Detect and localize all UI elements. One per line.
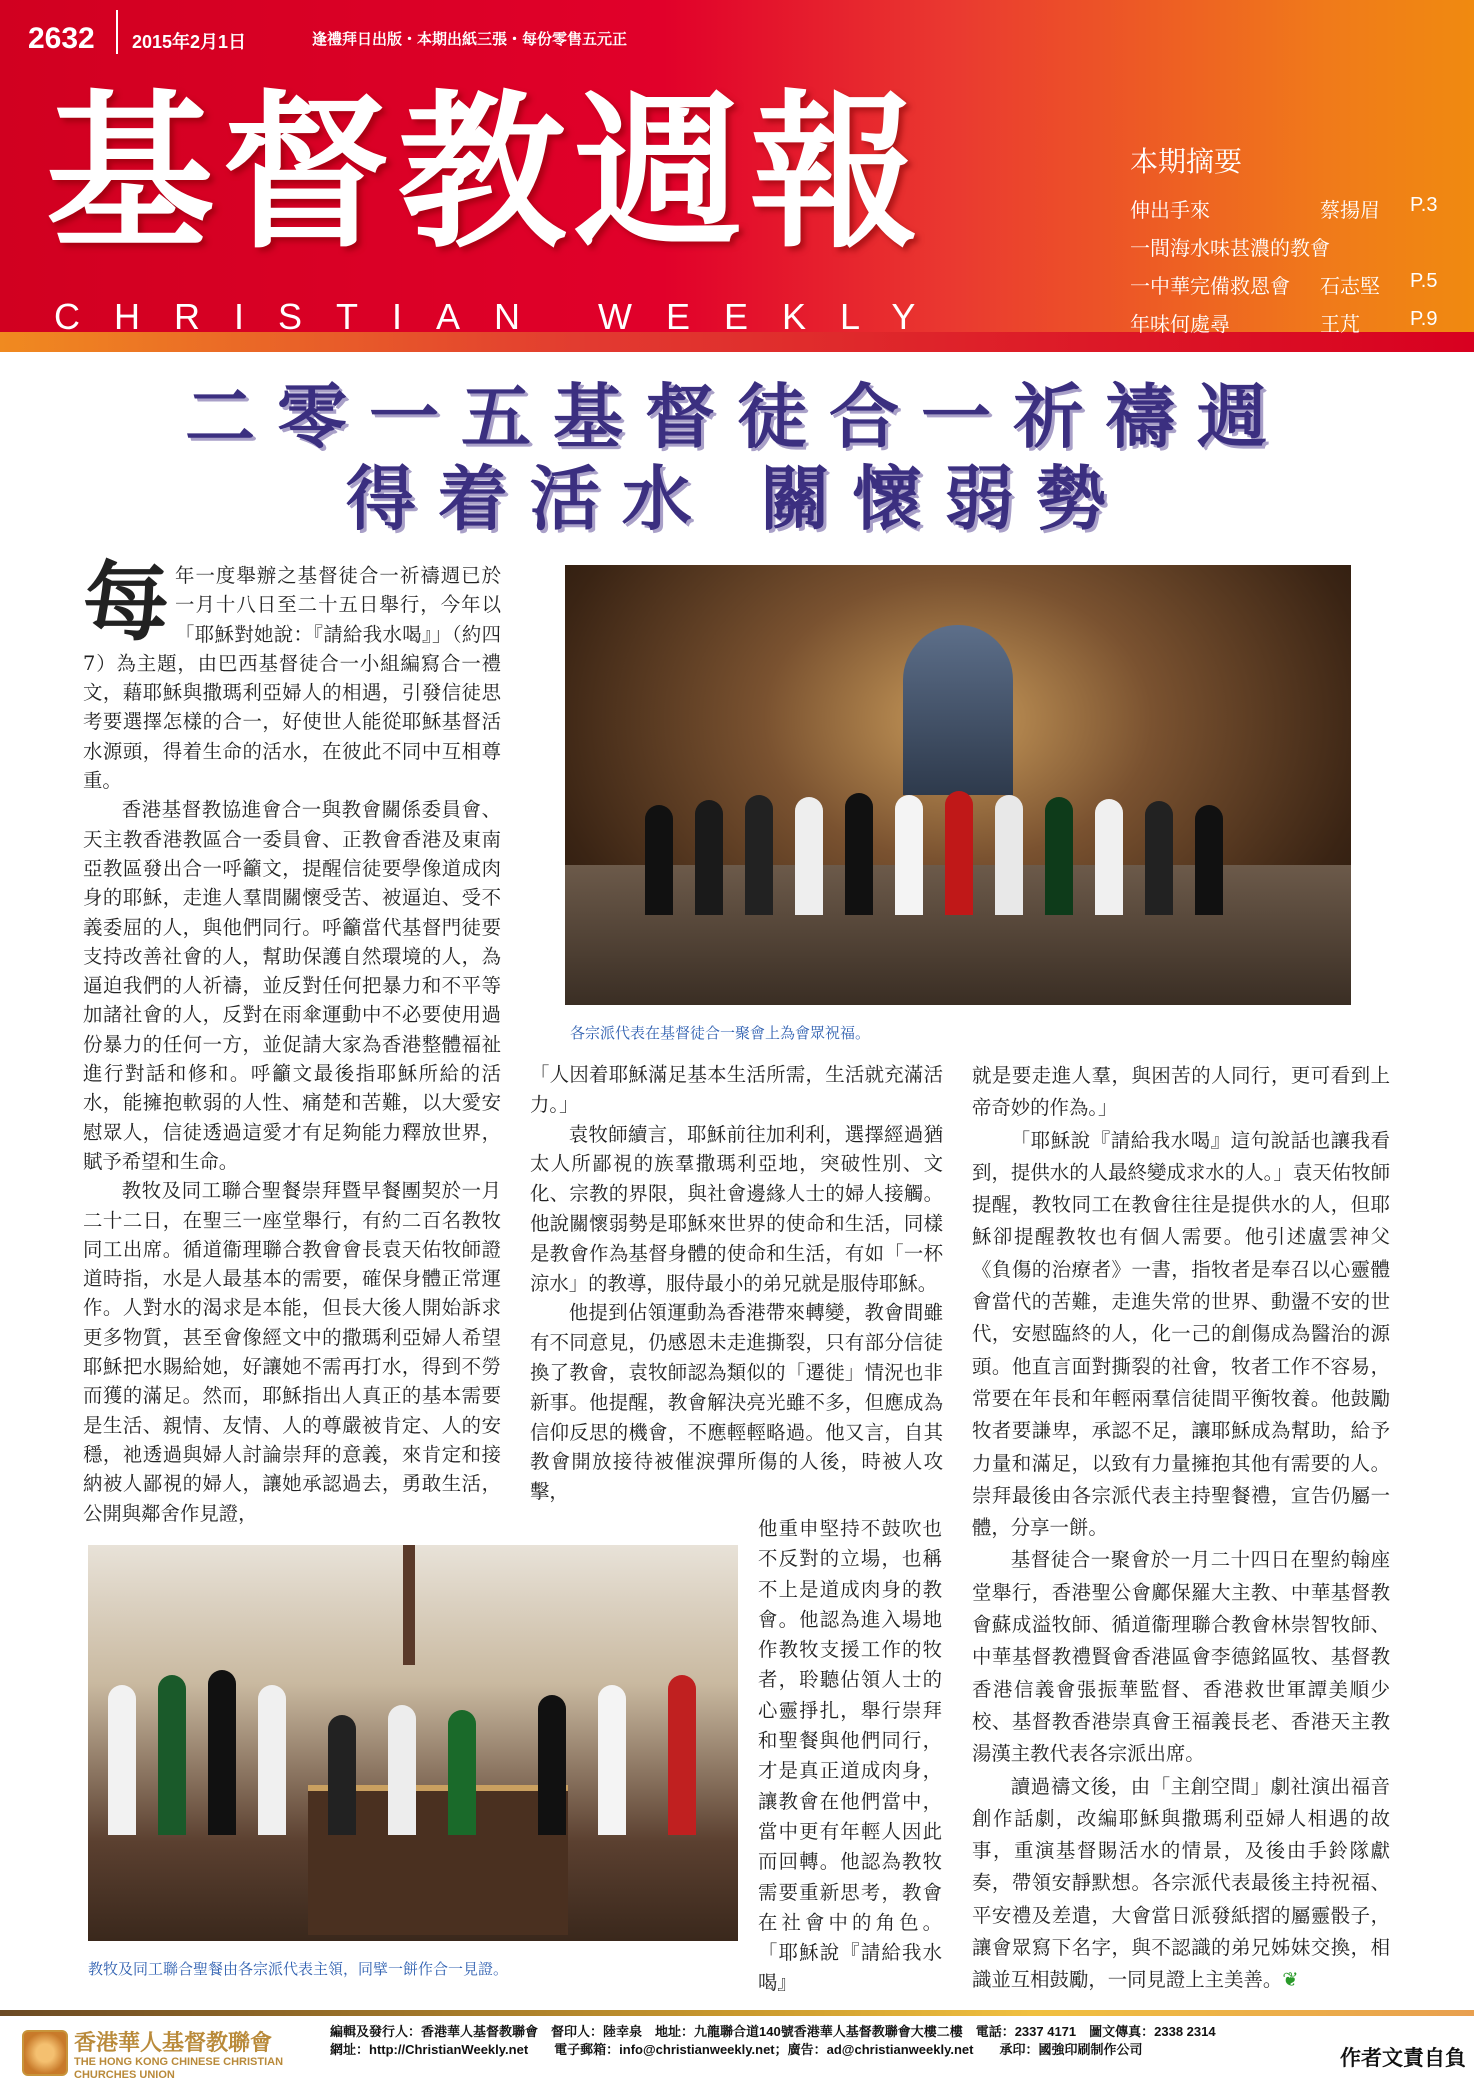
contact-info: 網址：http://ChristianWeekly.net 電子郵箱：info@christianweekly.net；廣告：ad@christianweekly.net 承印：國強印刷制作公司: [330, 2042, 1143, 2057]
paragraph: 他提到佔領運動為香港帶來轉變，教會間雖有不同意見，仍感恩未走進撕裂，只有部分信徒換了教會，袁牧師認為類似的「遷徙」情況也非新事。他提醒，教會解決亮光雖不多，但應成為信仰反思的機會，不應輕輕略過。他又言，自其教會開放接待被催淚彈所傷的人後，時被人攻擊，: [530, 1301, 943, 1504]
contents-item[interactable]: [1130, 232, 1460, 270]
contents-item[interactable]: [1130, 270, 1460, 308]
photo-caption: 各宗派代表在基督徒合一聚會上為會眾祝福。: [570, 1025, 871, 1042]
contents-title: 本期摘要: [1130, 146, 1243, 177]
paragraph: 「耶穌說『請給我水喝』這句說話也讓我看到，提供水的人最終變成求水的人。」袁天佑牧師提醒，教牧同工在教會往往是提供水的人，但耶穌卻提醒教牧也有個人需要。他引述盧雲神父《負傷的治療者》一書，指牧者是奉召以心靈體會當代的苦難，走進失常的世界、動盪不安的世代，安慰臨終的人，化一己的創傷成為醫治的源頭。他直言面對撕裂的社會，牧者工作不容易，常要在年長和年輕兩羣信徒間平衡牧養。他鼓勵牧者要謙卑，承認不足，讓耶穌成為幫助，給予力量和滿足，以致有力量擁抱其他有需要的人。崇拜最後由各宗派代表主持聖餐禮，宣告仍屬一體，分享一餅。: [972, 1128, 1390, 1540]
headline: 二零一五基督徒合一祈禱週: [185, 376, 1289, 458]
photo-communion: [88, 1545, 738, 1941]
footer-info: [330, 2024, 1330, 2060]
article-column-2-narrow: [758, 1514, 942, 1999]
paragraph: 「人因着耶穌滿足基本生活所需，生活就充滿活力。」: [530, 1063, 943, 1116]
sprout-icon: ❦: [1282, 1968, 1299, 1992]
issue-date: 2015年2月1日: [132, 32, 247, 52]
photo-church-blessing: [565, 565, 1351, 1005]
drop-cap: 每: [83, 552, 169, 653]
stained-window: [903, 625, 1013, 795]
issue-number: 2632: [28, 22, 95, 55]
org-name: 香港華人基督教聯會: [74, 2030, 273, 2056]
photo-caption: 教牧及同工聯合聖餐由各宗派代表主領，同擘一餅作合一見證。: [88, 1961, 509, 1978]
subheadline: 得着活水 關懷弱勢: [345, 458, 1129, 540]
newspaper-title: 基督教週報: [46, 73, 926, 271]
paragraph: 基督徒合一聚會於一月二十四日在聖約翰座堂舉行，香港聖公會鄺保羅大主教、中華基督教會蘇成溢牧師、循道衞理聯合教會林崇智牧師、中華基督教禮賢會香港區會李德銘區牧、基督教香港信義會張振華監督、香港救世軍譚美順少校、基督教香港崇真會王福義長老、香港天主教湯漢主教代表各宗派出席。: [972, 1548, 1390, 1766]
publisher-info: 編輯及發行人：香港華人基督教聯會 督印人：陸幸泉 地址：九龍聯合道140號香港華人基督教聯會大樓二樓 電話：2337 4171 圖文傳真：2338 2314: [330, 2024, 1216, 2039]
article-column-2: [530, 1060, 943, 1507]
item-title: 年味何處尋: [1130, 314, 1230, 336]
paragraph: 每年一度舉辦之基督徒合一祈禱週已於一月十八日至二十五日舉行，今年以「耶穌對她說：『請給我水喝』」（約四7）為主題，由巴西基督徒合一小組編寫合一禮文，藉耶穌與撒瑪利亞婦人的相遇，引發信徒思考要選擇怎樣的合一，好使世人能從耶穌基督活水源頭，得着生命的活水，在彼此不同中互相尊重。: [83, 552, 501, 793]
org-name-en: THE HONG KONG CHINESE CHRISTIAN CHURCHES UNION: [74, 2056, 284, 2081]
article-column-3: [972, 1060, 1390, 1997]
item-title: 一間海水味甚濃的教會: [1130, 238, 1330, 260]
paragraph: 教牧及同工聯合聖餐崇拜暨早餐團契於一月二十二日，在聖三一座堂舉行，有約二百名教牧同工出席。循道衞理聯合教會會長袁天佑牧師證道時指，水是人最基本的需要，確保身體正常運作。人對水的渴求是本能，但長大後人開始訴求更多物質，甚至會像經文中的撒瑪利亞婦人希望耶穌把水賜給她，好讓她不需再打水，得到不勞而獲的滿足。然而，耶穌指出人真正的基本需要是生活、親情、友情、人的尊嚴被肯定、人的安穩，祂透過與婦人討論崇拜的意義，來肯定和接納被人鄙視的婦人，讓她承認過去，勇敢生活，公開與鄰舍作見證，: [83, 1179, 501, 1525]
paragraph: 香港基督教協進會合一與教會關係委員會、天主教香港教區合一委員會、正教會香港及東南亞教區發出合一呼籲文，提醒信徒要學像道成肉身的耶穌，走進人羣間關懷受苦、被逼迫、受不義委屈的人，與他們同行。呼籲當代基督門徒要支持改善社會的人，幫助保護自然環境的人，為逼迫我們的人祈禱，並反對任何把暴力和不平等加諸社會的人，反對在雨傘運動中不必要使用過份暴力的任何一方，並促請大家為香港整體福祉進行對話和修和。呼籲文最後指耶穌所給的活水，能擁抱軟弱的人性、痛楚和苦難，以大愛安慰眾人，信徒透過這愛才有足夠能力釋放世界，賦予希望和生命。: [83, 798, 501, 1173]
item-page: P.3: [1410, 194, 1438, 216]
item-page: P.5: [1410, 270, 1438, 292]
publication-info: 逢禮拜日出版・本期出紙三張・每份零售五元正: [312, 31, 628, 48]
clergy-group: [88, 1655, 738, 1835]
contents-item[interactable]: [1130, 194, 1460, 232]
item-page: P.9: [1410, 308, 1438, 330]
disclaimer: 作者文責自負: [1340, 2046, 1466, 2070]
contents-box: [1130, 140, 1460, 346]
masthead-banner: [0, 0, 1474, 352]
clergy-group: [625, 785, 1285, 915]
contents-item[interactable]: [1130, 308, 1460, 346]
divider: [116, 10, 118, 54]
item-title: 伸出手來: [1130, 200, 1210, 222]
item-author: 蔡揚眉: [1320, 200, 1380, 222]
item-title: 一中華完備救恩會: [1130, 276, 1290, 298]
item-author: 石志堅: [1320, 276, 1380, 298]
paragraph: 讀過禱文後，由「主創空間」劇社演出福音創作話劇，改編耶穌與撒瑪利亞婦人相遇的故事，重演基督賜活水的情景，及後由手鈴隊獻奏，帶領安靜默想。各宗派代表最後主持祝福、平安禮及差遣，大會當日派發紙摺的屬靈骰子，讓會眾寫下名字，與不認識的弟兄姊妹交換，相識並互相鼓勵，一同見證上主美善。❦: [972, 1774, 1390, 1992]
item-author: 王芃: [1320, 314, 1360, 336]
newspaper-title-en: CHRISTIAN WEEKLY: [54, 296, 950, 337]
paragraph: 袁牧師續言，耶穌前往加利利，選擇經過猶太人所鄙視的族羣撒瑪利亞地，突破性別、文化、宗教的界限，與社會邊緣人士的婦人接觸。他說關懷弱勢是耶穌來世界的使命和生活，同樣是教會作為基督身體的使命和生活，有如「一杯涼水」的教導，服侍最小的弟兄就是服侍耶穌。: [530, 1122, 943, 1295]
cross: [403, 1545, 415, 1665]
org-logo-icon: [22, 2030, 68, 2076]
article-column-1: [83, 552, 501, 1528]
paragraph: 他重申堅持不鼓吹也不反對的立場，也稱不上是道成肉身的教會。他認為進入場地作教牧支援工作的牧者，聆聽佔領人士的心靈掙扎，舉行崇拜和聖餐與他們同行，才是真正道成肉身，讓教會在他們當中，當中更有年輕人因此而回轉。他認為教牧需要重新思考，教會在社會中的角色。「耶穌說『請給我水喝』: [758, 1517, 942, 1995]
footer-divider: [0, 2010, 1474, 2016]
paragraph: 就是要走進人羣，與困苦的人同行，更可看到上帝奇妙的作為。」: [972, 1064, 1390, 1120]
